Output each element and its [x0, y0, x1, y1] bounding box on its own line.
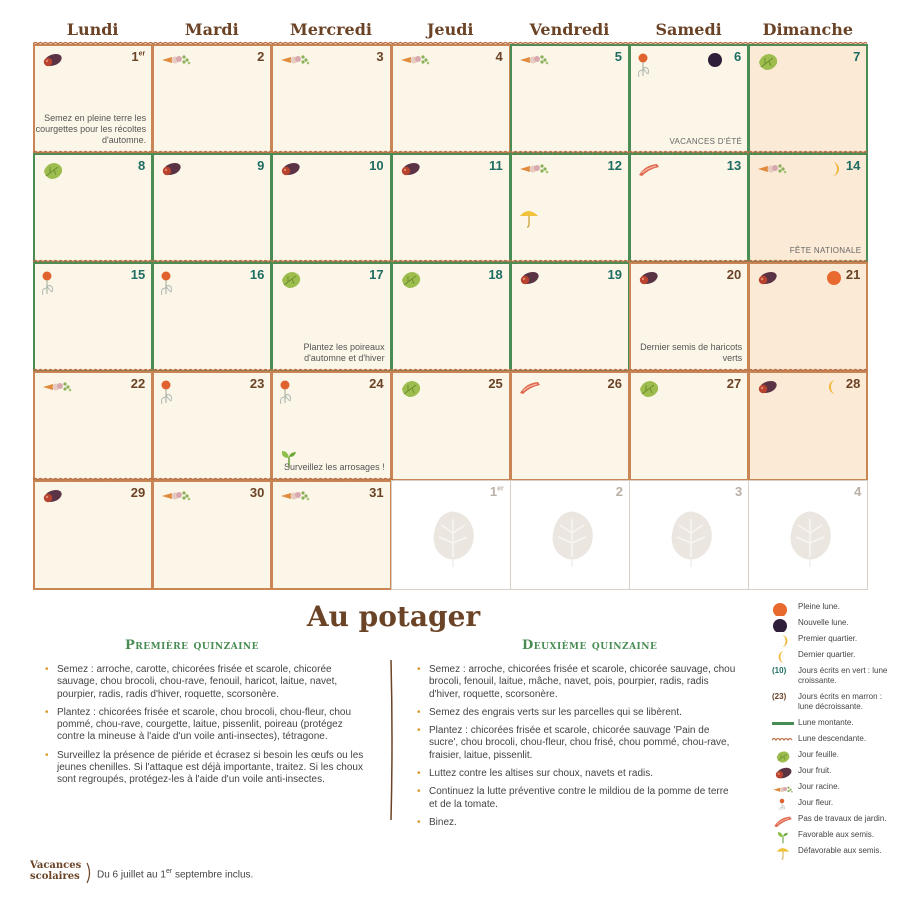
- day-cell[interactable]: [152, 480, 272, 590]
- day-number-suffix: er: [497, 485, 504, 493]
- full-moon-icon: [826, 270, 842, 291]
- legend-label: Pas de travaux de jardin.: [798, 814, 887, 823]
- second-half-item: • Semez des engrais verts sur les parcelles qui se libèrent.: [417, 707, 739, 719]
- fruit-day-icon: [756, 270, 778, 291]
- day-number: 13: [726, 158, 742, 173]
- legend-label: Jour fleur.: [798, 798, 834, 807]
- root-day-icon: [756, 161, 788, 180]
- day-cell[interactable]: [33, 371, 153, 481]
- day-cell[interactable]: [391, 480, 511, 590]
- day-number: 20: [726, 267, 742, 282]
- vacances-text: [97, 868, 253, 880]
- first-half-list: [45, 664, 370, 793]
- day-cell[interactable]: [33, 153, 153, 263]
- first-legend-icon: [772, 634, 794, 646]
- day-cell[interactable]: [629, 480, 749, 590]
- fruit-day-icon: [399, 161, 421, 182]
- holiday-label: VACANCES D'ÉTÉ: [669, 137, 743, 146]
- day-cell[interactable]: [510, 480, 630, 590]
- day-number: 10: [369, 158, 384, 173]
- day-number: 27: [726, 376, 742, 391]
- legend-label: Nouvelle lune.: [798, 618, 849, 627]
- row-scallop-border: [33, 368, 867, 374]
- legend-item: [772, 602, 897, 612]
- fruit-day-icon: [41, 52, 63, 73]
- first-moon-icon: [826, 161, 842, 182]
- leaf-watermark-icon: [784, 509, 836, 574]
- legend-item: [772, 830, 897, 840]
- flower-day-icon: [160, 379, 176, 412]
- leaf-legend-icon: [772, 750, 794, 762]
- fruit-legend-icon: [772, 766, 794, 778]
- first-half-item: • Semez : arroche, carotte, chicorées frisée et scarole, chicorée sauvage, chou brocoli, chou-rave, fenouil, haricot, laitue, navet, pourpier, radis, radis d'hiver, roquette, scorsonère.: [45, 664, 370, 701]
- day-number: 7: [853, 49, 861, 64]
- day-number: 17: [369, 267, 384, 282]
- legend-label: Favorable aux semis.: [798, 830, 875, 839]
- full-legend-icon: [772, 602, 794, 614]
- day-number-suffix: er: [138, 50, 146, 58]
- day-number: 16: [249, 267, 265, 282]
- second-half-item: • Plantez : chicorées frisée et scarole, chicorée sauvage 'Pain de sucre', chou brocoli, chou-fleur, chou frisé, chou pommé, chou-rave, fraisier, laitue, pissenlit.: [417, 725, 739, 762]
- holiday-label: FÊTE NATIONALE: [789, 246, 862, 255]
- legend-item: [772, 814, 897, 824]
- day-number: 29: [130, 485, 146, 500]
- section-title: Au potager: [306, 600, 481, 633]
- day-number: 14: [845, 158, 861, 173]
- fruit-day-icon: [518, 270, 540, 291]
- root-day-icon: [41, 379, 73, 398]
- day-header-samedi: Samedi: [655, 20, 722, 39]
- flower-day-icon: [637, 52, 653, 85]
- legend-label: Dernier quartier.: [798, 650, 856, 659]
- unfavorable-sowing-icon: [518, 208, 540, 233]
- second-half-item: • Continuez la lutte préventive contre le mildiou de la pomme de terre et de la tomate.: [417, 786, 739, 811]
- day-note: Surveillez les arrosages !: [284, 462, 385, 472]
- day-note: Dernier semis de haricots verts: [640, 342, 743, 363]
- day-number: 2: [615, 484, 623, 499]
- day-number: 26: [607, 376, 622, 391]
- fruit-day-icon: [41, 488, 63, 509]
- row-scallop-border: [33, 259, 867, 265]
- day-number: 9: [257, 158, 265, 173]
- root-legend-icon: [772, 782, 794, 794]
- day-number: 2: [257, 49, 265, 64]
- day-cell[interactable]: [152, 262, 272, 372]
- day-cell[interactable]: [629, 153, 749, 263]
- day-cell[interactable]: [629, 44, 749, 154]
- day-cell[interactable]: [748, 44, 868, 154]
- fruit-day-icon: [160, 161, 182, 182]
- new-legend-icon: [772, 618, 794, 630]
- first-half-item: • Plantez : chicorées frisée et scarole, chou brocoli, chou-fleur, chou pommé, chou-rave, courgette, laitue, pissenlit, poireau (protégez contre la mineuse à l'aide d'un voile anti-insectes), tétragone.: [45, 707, 370, 744]
- fruit-day-icon: [756, 379, 778, 400]
- legend-item: [772, 798, 897, 808]
- day-header-vendredi: Vendredi: [529, 20, 610, 39]
- day-cell[interactable]: [152, 371, 272, 481]
- legend-item: [772, 782, 897, 792]
- day-header-dimanche: Dimanche: [762, 20, 853, 39]
- legend-number-sample: (23): [772, 692, 787, 701]
- day-number: 11: [489, 158, 503, 173]
- day-cell[interactable]: [271, 153, 391, 263]
- root-day-icon: [160, 488, 192, 507]
- day-number: 24: [369, 376, 384, 391]
- last-moon-icon: [826, 379, 842, 400]
- leaf-day-icon: [637, 379, 661, 404]
- nowork-day-icon: [518, 379, 542, 400]
- day-number: 4: [854, 484, 862, 499]
- legend-label: Jours écrits en marron : lune décroissante.: [798, 692, 883, 711]
- leaf-day-icon: [399, 270, 423, 295]
- leaf-day-icon: [756, 52, 780, 77]
- root-day-icon: [160, 52, 192, 71]
- day-number: 1er: [131, 49, 146, 64]
- up-legend-icon: [772, 718, 794, 730]
- second-half-item: • Luttez contre les altises sur choux, navets et radis.: [417, 768, 739, 780]
- day-cell[interactable]: [391, 371, 511, 481]
- legend-item: [772, 692, 897, 712]
- day-cell[interactable]: [748, 371, 868, 481]
- favorable-legend-icon: [772, 830, 794, 842]
- legend-item: [772, 666, 897, 686]
- day-cell[interactable]: [271, 262, 391, 372]
- leaf-day-icon: [399, 379, 423, 404]
- flower-day-icon: [41, 270, 57, 303]
- day-cell[interactable]: [748, 153, 868, 263]
- row-scallop-border: [33, 477, 867, 483]
- legend-item: [772, 766, 897, 776]
- second-half-title: Deuxième quinzaine: [522, 638, 658, 653]
- legend-label: Lune montante.: [798, 718, 854, 727]
- day-cell[interactable]: [510, 153, 630, 263]
- day-cell[interactable]: [271, 371, 391, 481]
- fruit-day-icon: [279, 161, 301, 182]
- leaf-watermark-icon: [665, 509, 717, 574]
- day-cell[interactable]: [33, 44, 153, 154]
- day-number: 8: [137, 158, 146, 173]
- root-day-icon: [518, 52, 550, 71]
- day-number: 18: [488, 267, 503, 282]
- column-divider: [389, 660, 393, 820]
- second-half-list: [417, 664, 739, 835]
- legend-label: Défavorable aux semis.: [798, 846, 882, 855]
- new-moon-icon: [707, 52, 723, 73]
- root-day-icon: [399, 52, 431, 71]
- day-note: Semez en pleine terre les courgettes pour les récoltes d'automne.: [35, 113, 147, 145]
- day-cell[interactable]: [748, 480, 868, 590]
- legend-item: [772, 650, 897, 660]
- flower-legend-icon: [772, 798, 794, 810]
- day-number: 19: [607, 267, 622, 282]
- down-legend-icon: [772, 734, 794, 746]
- root-day-icon: [518, 161, 550, 180]
- day-number: 15: [130, 267, 146, 282]
- flower-day-icon: [160, 270, 176, 303]
- day-number: 6: [733, 49, 742, 64]
- day-header-jeudi: Jeudi: [426, 20, 474, 39]
- legend-item: [772, 846, 897, 856]
- day-number: 1er: [489, 484, 504, 499]
- legend-label: Jour fruit.: [798, 766, 832, 775]
- day-number: 3: [376, 49, 384, 64]
- second-half-item: • Semez : arroche, chicorées frisée et scarole, chicorée sauvage, chou brocoli, fenouil, laitue, mâche, navet, pois, pourpier, radis, radis d'hiver, roquette, scorsonère.: [417, 664, 739, 701]
- day-header-mercredi: Mercredi: [290, 20, 372, 39]
- day-cell[interactable]: [391, 153, 511, 263]
- root-day-icon: [279, 488, 311, 507]
- row-scallop-border: [33, 41, 867, 47]
- legend-item: [772, 618, 897, 628]
- day-number: 30: [249, 485, 265, 500]
- vacances-bracket: [85, 862, 93, 884]
- fruit-day-icon: [637, 270, 659, 291]
- vacances-label-line2: scolaires: [30, 871, 80, 882]
- vacances-label-line1: Vacances: [30, 860, 82, 871]
- flower-day-icon: [279, 379, 295, 412]
- legend-number-sample: (10): [772, 666, 787, 675]
- legend-label: Pleine lune.: [798, 602, 840, 611]
- day-header-mardi: Mardi: [184, 20, 239, 39]
- day-number: 31: [369, 485, 384, 500]
- day-number: 21: [845, 267, 861, 282]
- day-header-lundi: Lundi: [66, 20, 119, 39]
- day-number: 4: [495, 49, 503, 64]
- day-number: 3: [734, 484, 743, 499]
- day-cell[interactable]: [391, 262, 511, 372]
- day-cell[interactable]: [510, 44, 630, 154]
- day-number: 5: [614, 49, 622, 64]
- day-number: 28: [845, 376, 861, 391]
- last-legend-icon: [772, 650, 794, 662]
- legend-item: [772, 718, 897, 728]
- legend-label: Jours écrits en vert : lune croissante.: [798, 666, 888, 685]
- second-half-item: • Binez.: [417, 817, 739, 829]
- day-number: 25: [488, 376, 503, 391]
- day-note: Plantez les poireaux d'automne et d'hiver: [303, 342, 385, 363]
- day-number: 22: [130, 376, 146, 391]
- day-cell[interactable]: [33, 480, 153, 590]
- legend-label: Premier quartier.: [798, 634, 858, 643]
- vacances-text-sup: er: [165, 868, 173, 875]
- day-cell[interactable]: [152, 153, 272, 263]
- day-cell[interactable]: [271, 44, 391, 154]
- vacances-label: [30, 860, 81, 882]
- day-number: 23: [249, 376, 265, 391]
- nowork-day-icon: [637, 161, 661, 182]
- row-scallop-border: [33, 150, 867, 156]
- vacances-text-main: Du 6 juillet au 1: [97, 869, 166, 881]
- day-cell[interactable]: [629, 262, 749, 372]
- legend-label: Jour racine.: [798, 782, 840, 791]
- day-number: 12: [607, 158, 622, 173]
- first-half-title: Première quinzaine: [125, 638, 259, 653]
- day-cell[interactable]: [33, 262, 153, 372]
- leaf-day-icon: [279, 270, 303, 295]
- day-cell[interactable]: [271, 480, 391, 590]
- legend-item: [772, 634, 897, 644]
- legend: [772, 602, 897, 862]
- day-cell[interactable]: [391, 44, 511, 154]
- legend-label: Jour feuille.: [798, 750, 839, 759]
- day-cell[interactable]: [510, 371, 630, 481]
- first-half-item: • Surveillez la présence de piéride et écrasez si besoin les œufs ou les jeunes chenilles. Si l'attaque est déjà importante, traitez. Si les choux sont regroupés, protégez-les à l'aide d'un voile anti-insectes.: [45, 750, 370, 787]
- vacances-text-end: septembre inclus.: [172, 869, 254, 881]
- leaf-watermark-icon: [427, 509, 479, 574]
- day-cell[interactable]: [748, 262, 868, 372]
- leaf-watermark-icon: [546, 509, 598, 574]
- legend-item: [772, 750, 897, 760]
- legend-label: Lune descendante.: [798, 734, 867, 743]
- nowork-legend-icon: [772, 814, 794, 826]
- unfavorable-legend-icon: [772, 846, 794, 858]
- leaf-day-icon: [41, 161, 65, 186]
- day-cell[interactable]: [510, 262, 630, 372]
- day-cell[interactable]: [152, 44, 272, 154]
- legend-item: [772, 734, 897, 744]
- root-day-icon: [279, 52, 311, 71]
- day-cell[interactable]: [629, 371, 749, 481]
